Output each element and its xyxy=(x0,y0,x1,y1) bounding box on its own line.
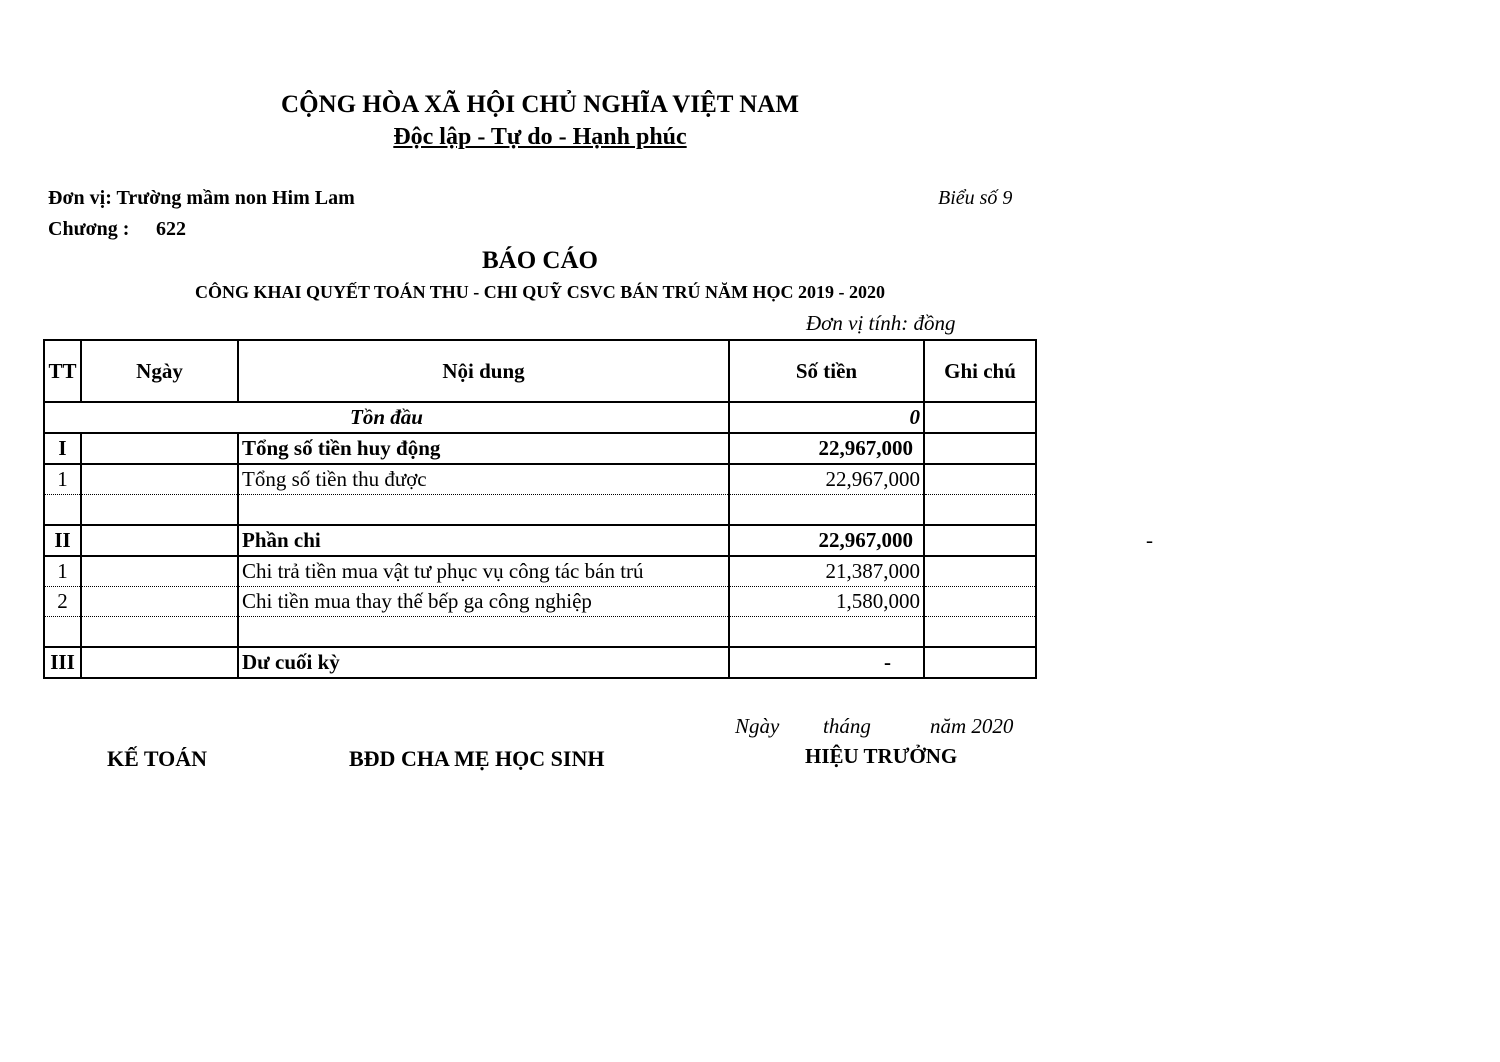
table-row xyxy=(44,433,1036,464)
row-content: Dư cuối kỳ xyxy=(238,647,729,678)
row-note xyxy=(924,433,1036,464)
row-content xyxy=(238,495,729,526)
row-content: Chi tiền mua thay thế bếp ga công nghiệp xyxy=(238,587,729,617)
row-tt: I xyxy=(44,433,81,464)
row-date xyxy=(81,495,238,526)
row-date xyxy=(81,556,238,587)
row-date xyxy=(81,464,238,495)
row-amount: 1,580,000 xyxy=(729,587,924,617)
form-number: Biểu số 9 xyxy=(938,187,1013,209)
row-amount: 22,967,000 xyxy=(729,464,924,495)
row-amount: - xyxy=(729,647,924,678)
report-table xyxy=(43,339,1037,679)
header-tt: TT xyxy=(44,340,81,402)
date-year: năm 2020 xyxy=(930,714,1014,738)
row-date xyxy=(81,525,238,556)
opening-balance-label: Tồn đầu xyxy=(44,402,729,433)
table-header-row xyxy=(44,340,1036,402)
row-content: Phần chi xyxy=(238,525,729,556)
row-tt xyxy=(44,495,81,526)
row-note xyxy=(924,556,1036,587)
row-amount xyxy=(729,617,924,648)
row-date xyxy=(81,647,238,678)
row-date xyxy=(81,433,238,464)
row-content: Chi trả tiền mua vật tư phục vụ công tác bán trú xyxy=(238,556,729,587)
motto: Độc lập - Tự do - Hạnh phúc xyxy=(393,124,687,150)
opening-balance-amount: 0 xyxy=(729,402,924,433)
row-content: Tổng số tiền huy động xyxy=(238,433,729,464)
unit-label: Đơn vị: Trường mầm non Him Lam xyxy=(48,187,355,209)
row-note xyxy=(924,587,1036,617)
report-title: BÁO CÁO xyxy=(482,247,598,274)
row-amount xyxy=(729,495,924,526)
row-amount: 22,967,000 xyxy=(729,525,924,556)
row-note xyxy=(924,464,1036,495)
opening-balance-note xyxy=(924,402,1036,433)
row-note xyxy=(924,647,1036,678)
table-row xyxy=(44,617,1036,648)
signature-principal: HIỆU TRƯỞNG xyxy=(805,744,958,768)
row-note xyxy=(924,617,1036,648)
row-tt: 1 xyxy=(44,464,81,495)
row-tt: 1 xyxy=(44,556,81,587)
row-tt: 2 xyxy=(44,587,81,617)
row-tt: III xyxy=(44,647,81,678)
table-row xyxy=(44,495,1036,526)
row-tt: II xyxy=(44,525,81,556)
row-note xyxy=(924,495,1036,526)
header-date: Ngày xyxy=(81,340,238,402)
table-row xyxy=(44,556,1036,587)
currency-unit: Đơn vị tính: đồng xyxy=(806,311,956,335)
chapter-value: 622 xyxy=(156,218,186,240)
report-subtitle: CÔNG KHAI QUYẾT TOÁN THU - CHI QUỸ CSVC BÁN TRÚ NĂM HỌC 2019 - 2020 xyxy=(195,282,885,302)
signature-parents: BĐD CHA MẸ HỌC SINH xyxy=(349,746,605,771)
header-note: Ghi chú xyxy=(924,340,1036,402)
signature-accountant: KẾ TOÁN xyxy=(107,746,208,771)
header-amount: Số tiền xyxy=(729,340,924,402)
chapter-label: Chương : xyxy=(48,218,130,240)
date-month: tháng xyxy=(823,714,871,738)
table-row xyxy=(44,464,1036,495)
row-date xyxy=(81,587,238,617)
nation-title: CỘNG HÒA XÃ HỘI CHỦ NGHĨA VIỆT NAM xyxy=(281,91,799,118)
row-content xyxy=(238,617,729,648)
header-content: Nội dung xyxy=(238,340,729,402)
row-content: Tổng số tiền thu được xyxy=(238,464,729,495)
row-note xyxy=(924,525,1036,556)
row-date xyxy=(81,617,238,648)
side-dash-mark: - xyxy=(1146,528,1153,552)
row-tt xyxy=(44,617,81,648)
table-row xyxy=(44,525,1036,556)
date-day: Ngày xyxy=(735,714,780,738)
opening-balance-row xyxy=(44,402,1036,433)
table-row xyxy=(44,647,1036,678)
row-amount: 22,967,000 xyxy=(729,433,924,464)
row-amount: 21,387,000 xyxy=(729,556,924,587)
table-row xyxy=(44,587,1036,617)
